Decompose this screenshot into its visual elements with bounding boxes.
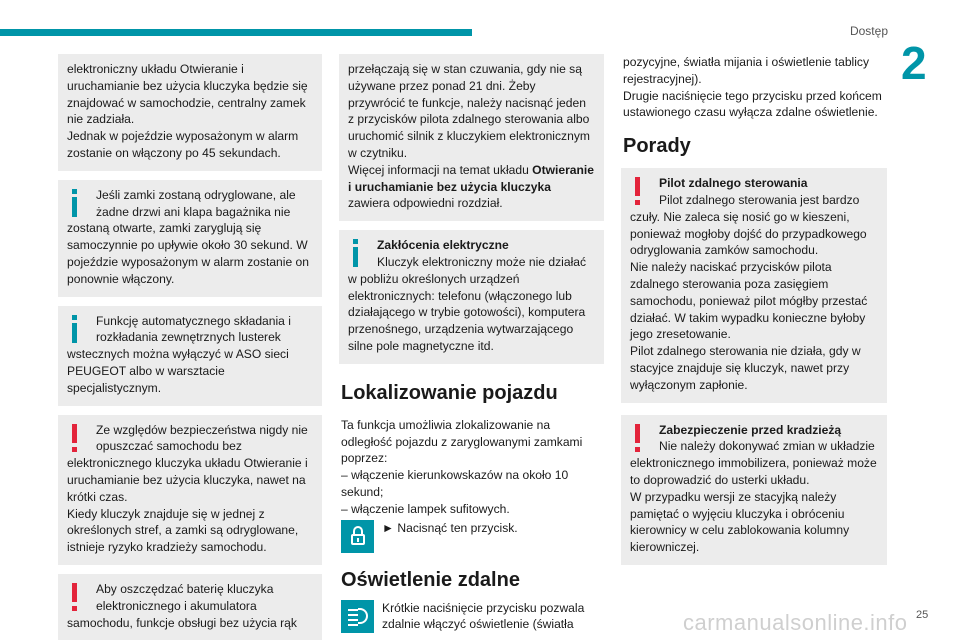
note-text: Pilot zdalnego sterowania jest bardzo czuły. Nie zaleca się nosić go w kieszeni, ponieważ mogłoby dojść do przypadkowego odryglowania zamków samochodu.	[630, 192, 867, 258]
warning-note	[58, 415, 322, 565]
note-title-text: Pilot zdalnego sterowania	[659, 176, 808, 191]
info-icon	[67, 189, 89, 219]
info-icon	[348, 239, 370, 269]
paragraph-text: Więcej informacji na temat układu	[348, 162, 533, 177]
note-title	[630, 422, 878, 439]
warning-note	[621, 168, 887, 402]
warning-note	[58, 574, 322, 640]
note-text: Jeśli zamki zostaną odryglowane, ale żadne drzwi ani klapa bagażnika nie zostaną otwarte, zamki zaryglują się samoczynnie po upływie około 30 sekund. W pojeździe wyposażonym w alarm zostanie on ponownie włączony.	[67, 187, 309, 286]
paragraph: Jednak w pojeździe wyposażonym w alarm zostanie on włączony po 45 sekundach.	[67, 129, 299, 160]
warning-icon	[67, 583, 89, 613]
locate-action-row	[339, 520, 604, 553]
locate-description	[339, 417, 604, 518]
action-instruction	[382, 520, 518, 537]
note-text: Aby oszczędzać baterię kluczyka elektronicznego i akumulatora samochodu, funkcje obsługi bez użycia rąk	[67, 581, 297, 630]
header-accent-bar	[0, 29, 472, 36]
paragraph: elektroniczny układu Otwieranie i uruchamianie bez użycia kluczyka będzie się znajdować w samochodzie, centralny zamek nie zadziała.	[67, 62, 308, 127]
section-title: Dostęp	[849, 24, 888, 38]
info-note	[58, 180, 322, 297]
warning-icon	[67, 424, 89, 454]
note-text: Kiedy kluczyk znajduje się w jednej z określonych stref, a zamki są odryglowane, istnieje ryzyko kradzieży samochodu.	[67, 506, 299, 555]
continued-text-box	[339, 54, 604, 221]
paragraph: pozycyjne, światła mijania i oświetlenie tablicy rejestracyjnej).	[623, 55, 870, 86]
note-text: Kluczyk elektroniczny może nie działać w pobliżu określonych urządzeń elektronicznych: telefonu (włączonego lub działającego w trybie gotowości), komputera przenośnego, urządzenia wytwarzającego silne pole magnetyczne itd.	[348, 254, 587, 353]
list-item: – włączenie kierunkowskazów na około 10 sekund;	[341, 468, 569, 499]
chapter-number: 2	[901, 37, 927, 89]
info-note	[58, 306, 322, 406]
note-text: Ze względów bezpieczeństwa nigdy nie opuszczać samochodu bez elektronicznego kluczyka układu Otwieranie i uruchamianie bez użycia kluczyka, nawet na krótki czas.	[67, 422, 308, 504]
continued-text-box	[58, 54, 322, 171]
watermark: carmanualsonline.info	[683, 610, 908, 635]
bold-reference: Otwieranie i uruchamianie bez użycia kluczyka	[348, 162, 595, 194]
paragraph	[348, 162, 595, 196]
lock-button-icon	[341, 520, 374, 553]
arrow-marker: ►	[382, 520, 394, 535]
lighting-continued	[621, 54, 887, 121]
note-text: Funkcję automatycznego składania i rozkładania zewnętrznych lusterek wstecznych można wyłączyć w ASO sieci PEUGEOT albo w warsztacie specjalistycznym.	[67, 313, 291, 395]
note-text: Pilot zdalnego sterowania nie działa, gdy w stacyjce znajduje się kluczyk, nawet przy wyłączonym zapłonie.	[630, 344, 861, 392]
warning-icon	[630, 177, 652, 207]
paragraph: zawiera odpowiedni rozdział.	[348, 196, 503, 211]
headlight-button-icon	[341, 600, 374, 633]
info-note	[339, 230, 604, 364]
paragraph: Drugie naciśnięcie tego przycisku przed końcem ustawionego czasu wyłącza zdalne oświetlenie.	[623, 88, 882, 120]
list-item: – włączenie lampek sufitowych.	[341, 501, 510, 516]
heading-tips: Porady	[623, 135, 691, 158]
note-text: W przypadku wersji ze stacyjką należy pamiętać o wyjęciu kluczyka i obróceniu kierownicy w celu zablokowania kolumny kierowniczej.	[630, 489, 850, 555]
note-text: Nie należy naciskać przycisków pilota zdalnego sterowania poza zasięgiem samochodu, ponieważ pilot mógłby przestać działać. W takim wypadku konieczne byłoby jego zresetowanie.	[630, 260, 868, 342]
paragraph: przełączają się w stan czuwania, gdy nie są używane przez ponad 21 dni. Żeby przywrócić te funkcje, należy nacisnąć jeden z przycisków pilota zdalnego sterowania albo uruchomić silnik z kluczykiem elektronicznym w czytniku.	[348, 62, 590, 160]
note-title-text: Zabezpieczenie przed kradzieżą	[659, 422, 842, 437]
heading-locate-vehicle: Lokalizowanie pojazdu	[341, 381, 558, 404]
lighting-row	[339, 600, 604, 634]
note-title	[630, 175, 878, 192]
page-number: 25	[916, 609, 929, 621]
info-icon	[67, 315, 89, 345]
column-3	[621, 54, 887, 574]
note-title-text: Zakłócenia elektryczne	[377, 238, 509, 253]
column-1	[58, 54, 322, 640]
column-2	[339, 54, 604, 633]
note-title	[348, 237, 595, 254]
note-text: Nie należy dokonywać zmian w układzie elektronicznego immobilizera, ponieważ może to doprowadzić do usterki układu.	[630, 439, 877, 487]
action-text: Nacisnąć ten przycisk.	[397, 520, 518, 535]
warning-note	[621, 415, 887, 565]
warning-icon	[630, 424, 652, 454]
paragraph: Ta funkcja umożliwia zlokalizowanie na odległość pojazdu z zaryglowanymi zamkami poprzez:	[341, 417, 583, 466]
lighting-text: Krótkie naciśnięcie przycisku pozwala zdalnie włączyć oświetlenie (światła	[382, 600, 585, 632]
heading-remote-lighting: Oświetlenie zdalne	[341, 568, 520, 591]
